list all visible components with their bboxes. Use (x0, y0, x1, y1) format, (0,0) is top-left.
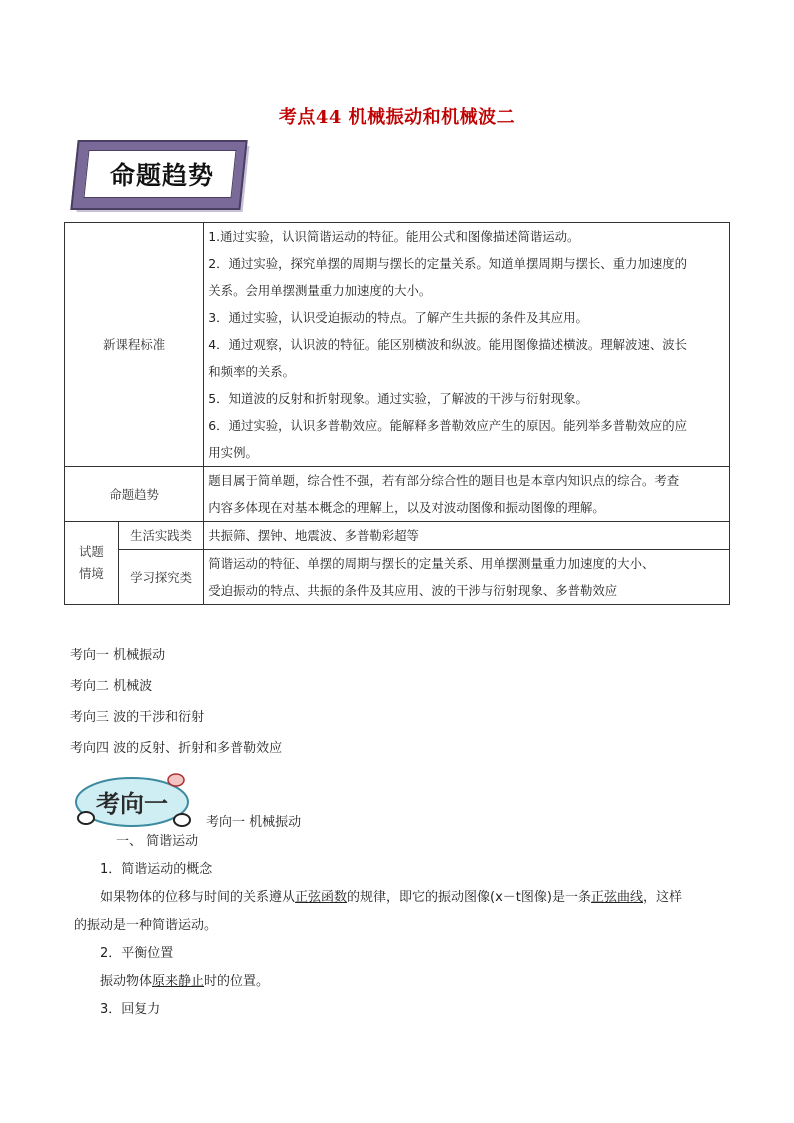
paragraph-concept-cont: 的振动是一种简谐运动。 (74, 918, 218, 933)
text-run: 振动物体 (100, 974, 153, 989)
table-row-trend (65, 467, 730, 522)
study-label: 学习探究类 (118, 550, 203, 605)
direction-item: 考向二 机械波 (70, 679, 153, 694)
badge-swirl-top (168, 774, 184, 786)
paragraph-concept (74, 884, 730, 912)
standard-line: 5．知道波的反射和折射现象。通过实验，了解波的干涉与衍射现象。 (208, 391, 588, 406)
subsection-title: 一、 简谐运动 (116, 834, 199, 849)
trend-line: 题目属于简单题，综合性不强，若有部分综合性的题目也是本章内知识点的综合。考查 (208, 473, 680, 488)
badge-swirl-right (174, 814, 190, 826)
text-run: ，这样 (642, 890, 682, 905)
standard-line: 6．通过实验，认识多普勒效应。能解释多普勒效应产生的原因。能列举多普勒效应的应 (208, 418, 688, 433)
text-run: 的规律，即它的振动图像(x－t图像)是一条 (347, 890, 591, 905)
page-title: 考点44 机械振动和机械波二 (278, 107, 516, 128)
scenario-label-line: 试题 (79, 544, 104, 559)
life-text: 共振筛、摆钟、地震波、多普勒彩超等 (204, 522, 730, 550)
direction-one-badge (72, 768, 194, 836)
curriculum-table (64, 222, 730, 605)
table-row-life (65, 522, 730, 550)
table-row-standard (65, 223, 730, 467)
study-cell (204, 550, 730, 605)
life-label: 生活实践类 (118, 522, 203, 550)
standard-line: 1.通过实验，认识简谐运动的特征。能用公式和图像描述简谐运动。 (208, 229, 580, 244)
scenario-label-line: 情境 (79, 566, 104, 581)
standard-line: 4．通过观察，认识波的特征。能区别横波和纵波。能用图像描述横波。理解波速、波长 (208, 337, 688, 352)
direction-item: 考向三 波的干涉和衍射 (70, 710, 205, 725)
direction-item: 考向一 机械振动 (70, 648, 166, 663)
standard-line: 用实例。 (208, 445, 258, 460)
badge-swirl-left (78, 812, 94, 824)
trend-banner (74, 140, 254, 216)
heading-equilibrium: 2．平衡位置 (100, 946, 174, 961)
paragraph-equilibrium (74, 968, 730, 996)
trend-label: 命题趋势 (65, 467, 204, 522)
standard-cell (204, 223, 730, 467)
standard-line: 2．通过实验，探究单摆的周期与摆长的定量关系。知道单摆周期与摆长、重力加速度的 (208, 256, 688, 271)
badge-text: 考向一 (96, 789, 168, 818)
text-run: 如果物体的位移与时间的关系遵从 (100, 890, 296, 905)
study-line: 受迫振动的特点、共振的条件及其应用、波的干涉与衍射现象、多普勒效应 (208, 583, 618, 598)
text-run: 时的位置。 (204, 974, 270, 989)
heading-concept: 1．简谐运动的概念 (100, 862, 213, 877)
heading-restoring-force: 3．回复力 (100, 1002, 161, 1017)
direction-item: 考向四 波的反射、折射和多普勒效应 (70, 741, 283, 756)
scenario-label (65, 522, 119, 605)
underlined-term: 正弦函数 (295, 890, 348, 905)
trend-line: 内容多体现在对基本概念的理解上，以及对波动图像和振动图像的理解。 (208, 500, 605, 515)
standard-line: 关系。会用单摆测量重力加速度的大小。 (208, 283, 432, 298)
standard-line: 和频率的关系。 (208, 364, 296, 379)
standard-label: 新课程标准 (65, 223, 204, 467)
direction-list (70, 646, 282, 770)
section-title: 考向一 机械振动 (206, 815, 302, 830)
trend-cell (204, 467, 730, 522)
standard-line: 3．通过实验，认识受迫振动的特点。了解产生共振的条件及其应用。 (208, 310, 588, 325)
study-line: 简谐运动的特征、单摆的周期与摆长的定量关系、用单摆测量重力加速度的大小、 (208, 556, 655, 571)
underlined-term: 正弦曲线 (590, 890, 643, 905)
underlined-term: 原来静止 (152, 974, 205, 989)
table-row-study (65, 550, 730, 605)
content-body (74, 856, 730, 1024)
banner-text: 命题趋势 (109, 161, 214, 190)
